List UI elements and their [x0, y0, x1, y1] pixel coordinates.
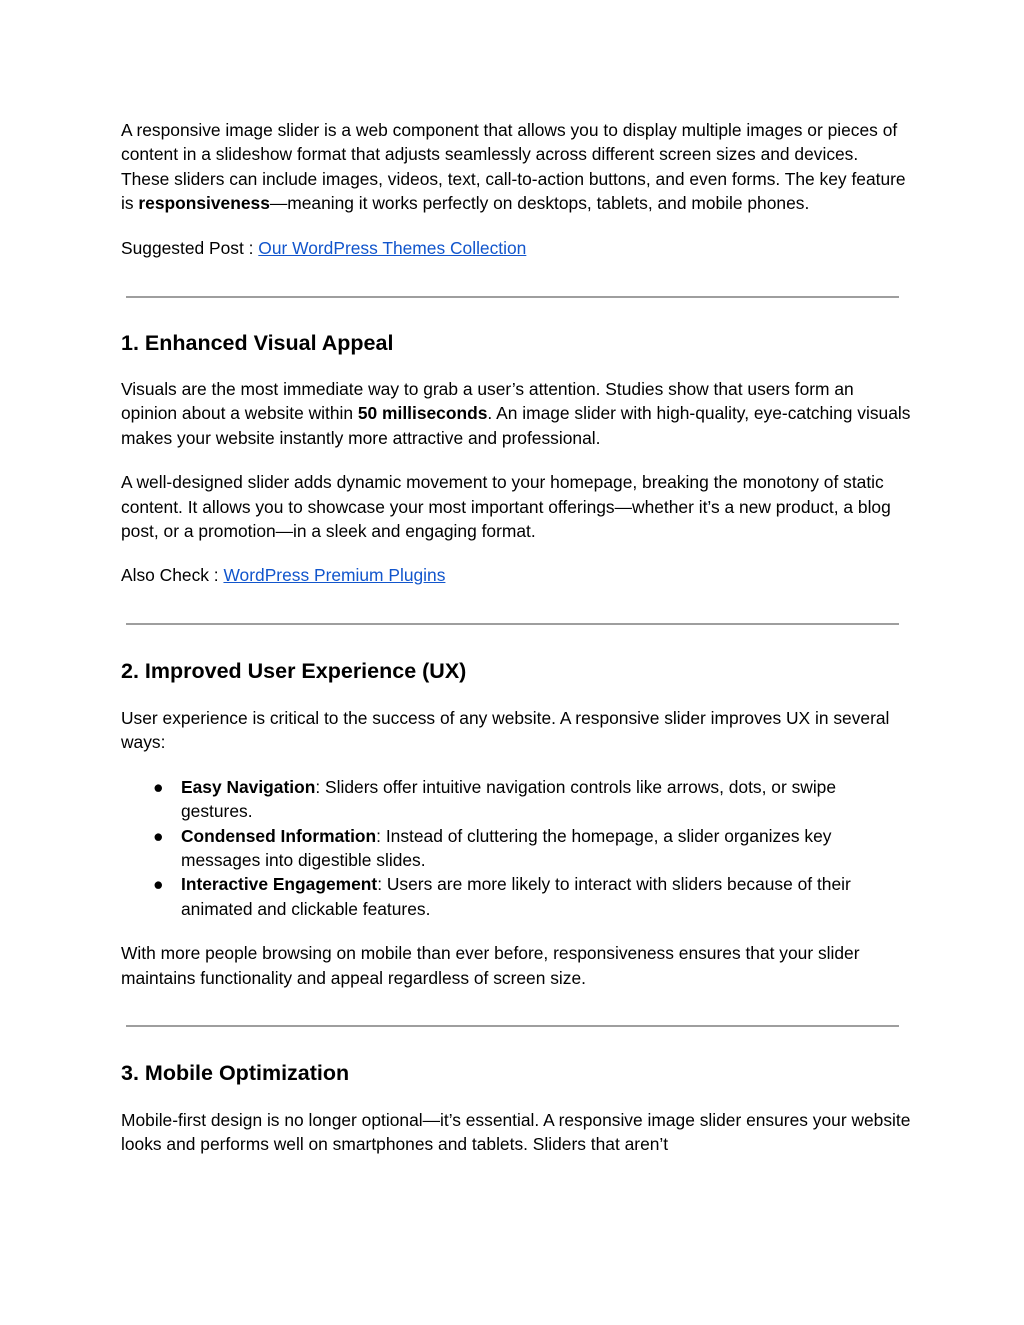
also-check-link[interactable]: WordPress Premium Plugins: [223, 565, 446, 586]
section3-heading: 3. Mobile Optimization: [121, 1060, 350, 1085]
list-item-text: : Sliders offer intuitive navigation controls like arrows, dots, or swipe gestures.: [181, 776, 837, 822]
list-item: [121, 824, 911, 873]
suggested-post-label: Suggested Post :: [121, 237, 259, 258]
suggested-post-line: [121, 236, 911, 260]
list-item: [121, 872, 911, 921]
intro-text-end: —meaning it works perfectly on desktops, tablets, and mobile phones.: [269, 193, 810, 214]
section1-bold-stat: 50 milliseconds: [357, 403, 488, 424]
section1-paragraph-1: [121, 377, 911, 450]
list-item-title: Easy Navigation: [181, 776, 316, 797]
section-divider: [126, 296, 899, 298]
bullet-icon: ●: [153, 776, 164, 797]
section1-heading: 1. Enhanced Visual Appeal: [121, 331, 394, 356]
intro-bold-term: responsiveness: [138, 193, 270, 214]
list-item-text: : Users are more likely to interact with sliders because of their animated and clickable features.: [181, 874, 851, 919]
section2-heading: 2. Improved User Experience (UX): [121, 658, 467, 683]
list-item-title: Condensed Information: [181, 825, 377, 846]
ux-benefits-list: [121, 775, 911, 921]
section1-text: Visuals are the most immediate way to grab a user’s attention. Studies show that users form an opinion about a website within: [121, 379, 854, 424]
section3-paragraph-1: Mobile-first design is no longer optional—it’s essential. A responsive image slider ensures your website looks and performs well on smartphones and tablets. Sliders that aren’t: [121, 1109, 911, 1155]
section1-paragraph-2: A well-designed slider adds dynamic movement to your homepage, breaking the monotony of static content. It allows you to showcase your most important offerings—whether it’s a new product, a blog post, or a promotion—in a sleek and engaging format.: [121, 472, 891, 542]
document-page: [121, 118, 911, 1157]
also-check-line: [121, 563, 911, 587]
bullet-icon: ●: [153, 874, 164, 895]
intro-paragraph: [121, 118, 911, 216]
section-divider: [126, 623, 899, 625]
list-item: [121, 775, 911, 824]
intro-text: A responsive image slider is a web component that allows you to display multiple images or pieces of content in a slideshow format that adjusts seamlessly across different screen sizes and devices. These sliders can include images, videos, text, call-to-action buttons, and even forms. The key feature is: [121, 120, 906, 214]
section1-text-end: . An image slider with high-quality, eye-catching visuals makes your website instantly more attractive and professional.: [121, 403, 911, 448]
section-divider: [126, 1025, 899, 1027]
also-check-label: Also Check :: [121, 565, 224, 586]
list-item-text: : Instead of cluttering the homepage, a slider organizes key messages into digestible slides.: [181, 825, 832, 870]
bullet-icon: ●: [153, 825, 164, 846]
list-item-title: Interactive Engagement: [181, 874, 378, 895]
section2-paragraph-1: User experience is critical to the success of any website. A responsive slider improves UX in several ways:: [121, 707, 890, 753]
suggested-post-link[interactable]: Our WordPress Themes Collection: [258, 237, 527, 258]
section2-paragraph-2: With more people browsing on mobile than ever before, responsiveness ensures that your slider maintains functionality and appeal regardless of screen size.: [121, 943, 860, 988]
